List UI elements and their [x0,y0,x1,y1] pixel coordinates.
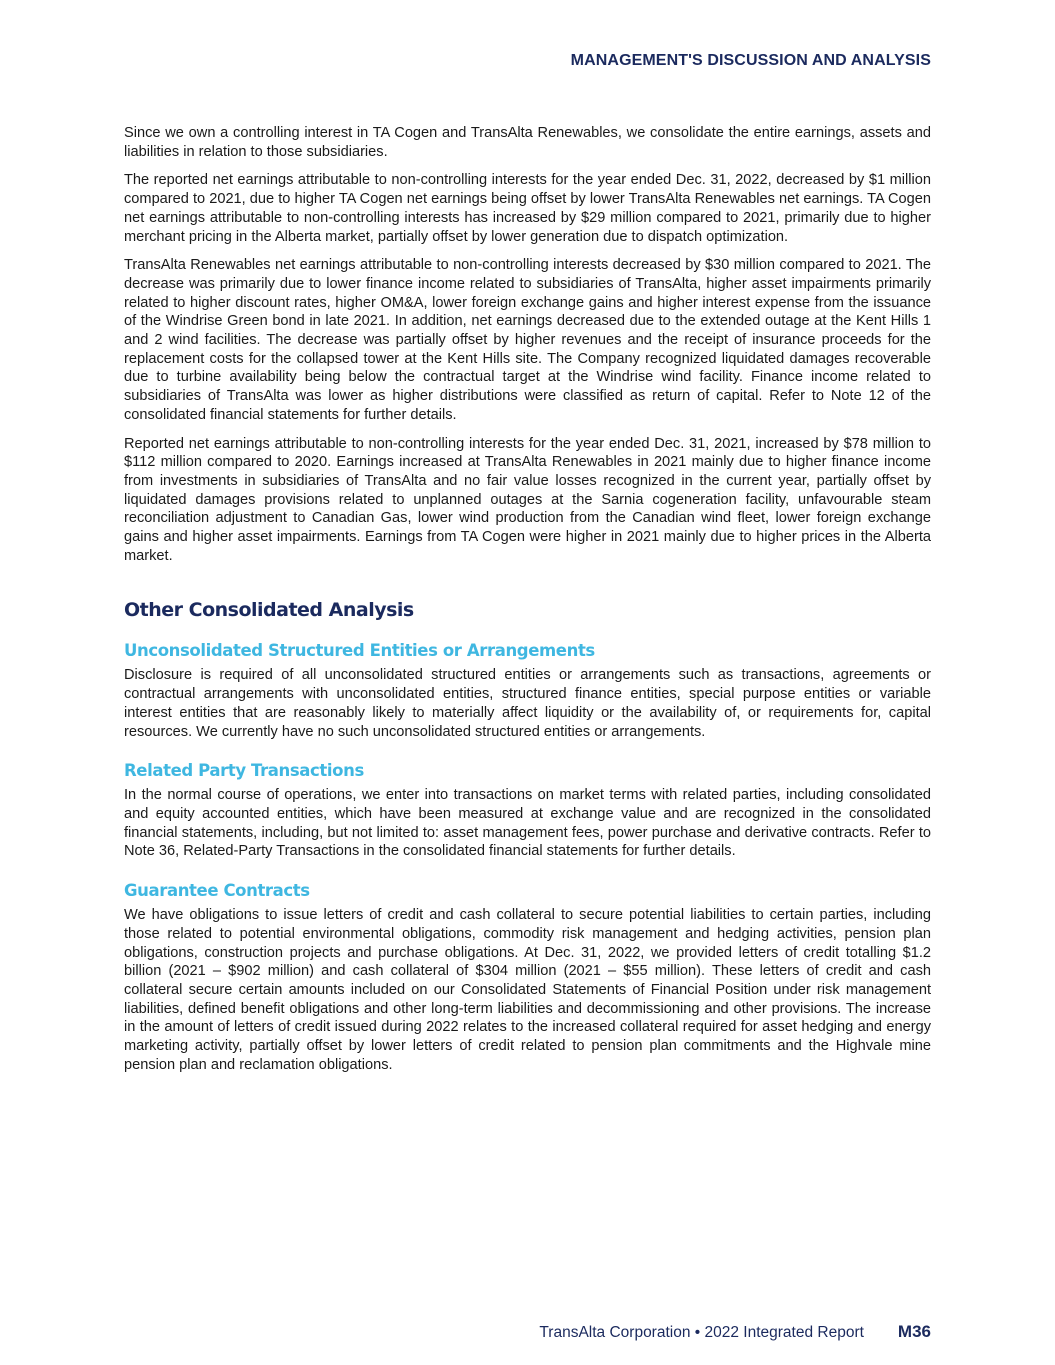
intro-paragraph-1: Since we own a controlling interest in TA Cogen and TransAlta Renewables, we consolidate the entire earnings, assets and liabilities in relation to those subsidiaries. [124,125,931,160]
page-number: M36 [897,1322,931,1341]
intro-paragraph-3: TransAlta Renewables net earnings attributable to non-controlling interests decreased by $30 million compared to 2021. The decrease was primarily due to lower finance income related to subsidiaries of TransAlta, higher asset impairments primarily related to higher discount rates, higher OM&A, lower foreign exchange gains and higher interest expense from the issuance of the Windrise Green bond in late 2021. In addition, net earnings decreased due to the extended outage at the Kent Hills 1 and 2 wind facilities. The decrease was partially offset by higher revenues and the receipt of insurance proceeds for the replacement costs for the collapsed tower at the Kent Hills site. The Company recognized liquidated damages recoverable due to turbine availability being below the contractual target at the Windrise wind facility. Finance income related to subsidiaries of TransAlta was lower as higher distributions were classified as return of capital. Refer to Note 12 of the consolidated financial statements for further details. [124,257,931,423]
page-content [124,124,931,1084]
page-header-title: MANAGEMENT'S DISCUSSION AND ANALYSIS [570,52,931,69]
section-heading: Other Consolidated Analysis [124,599,414,622]
subsection-body-guarantee: We have obligations to issue letters of credit and cash collateral to secure potential liabilities to certain parties, including those related to potential environmental obligations, commodity risk management and hedging activities, pension plan obligations, construction projects and purchase obligations. At Dec. 31, 2022, we provided letters of credit totalling $1.2 billion (2021 – $902 million) and cash collateral of $304 million (2021 – $55 million). These letters of credit and cash collateral secure certain amounts included on our Consolidated Statements of Financial Position under risk management liabilities, defined benefit obligations and other long-term liabilities and decommissioning and other provisions. The increase in the amount of letters of credit issued during 2022 relates to the increased collateral required for asset hedging and energy marketing activity, partially offset by lower letters of credit related to pension plan commitments and the Highvale mine pension plan and reclamation obligations. [124,907,931,1073]
subsection-body-unconsolidated: Disclosure is required of all unconsolidated structured entities or arrangements such as transactions, agreements or contractual arrangements with unconsolidated entities, structured finance entities, special purpose entities or variable interest entities that are reasonably likely to materially affect liquidity or the availability of, or requirements for, capital resources. We currently have no such unconsolidated structured entities or arrangements. [124,667,931,740]
page-footer [539,1322,931,1342]
subsection-heading-guarantee: Guarantee Contracts [124,881,310,901]
subsection-body-related-party: In the normal course of operations, we enter into transactions on market terms with related parties, including consolidated and equity accounted entities, which have been measured at exchange value and are recognized in the consolidated financial statements, including, but not limited to: asset management fees, power purchase and derivative contracts. Refer to Note 36, Related-Party Transactions in the consolidated financial statements for further details. [124,787,931,860]
footer-report-title: TransAlta Corporation • 2022 Integrated Report [539,1324,864,1341]
subsection-heading-unconsolidated: Unconsolidated Structured Entities or Arrangements [124,641,595,661]
subsection-heading-related-party: Related Party Transactions [124,761,364,781]
intro-paragraph-2: The reported net earnings attributable to non-controlling interests for the year ended Dec. 31, 2022, decreased by $1 million compared to 2021, due to higher TA Cogen net earnings being offset by lower TransAlta Renewables net earnings. TA Cogen net earnings attributable to non-controlling interests has increased by $29 million compared to 2021, primarily due to higher merchant pricing in the Alberta market, partially offset by lower generation due to dispatch optimization. [124,172,931,245]
intro-paragraph-4: Reported net earnings attributable to non-controlling interests for the year ended Dec. 31, 2021, increased by $78 million to $112 million compared to 2020. Earnings increased at TransAlta Renewables in 2021 mainly due to higher finance income from investments in subsidiaries of TransAlta and no fair value losses recognized in the current year, partially offset by liquidated damages provisions related to unplanned outages at the Sarnia cogeneration facility, unfavourable steam reconciliation adjustment to Canadian Gas, lower wind production from the Canadian wind fleet, lower foreign exchange gains and higher asset impairments. Earnings from TA Cogen were higher in 2021 mainly due to higher prices in the Alberta market. [124,435,931,564]
